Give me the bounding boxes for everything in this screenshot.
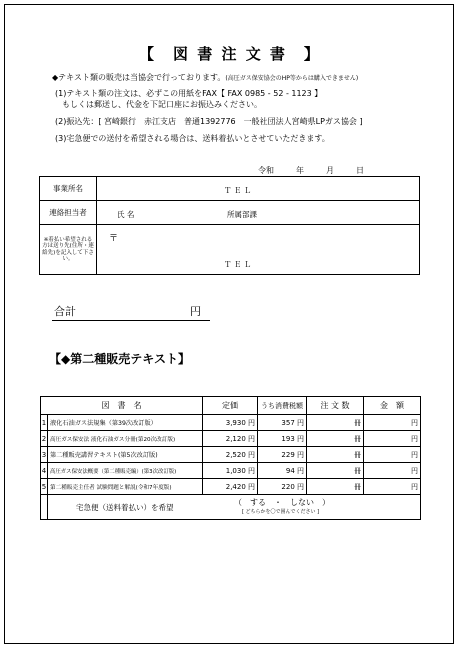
customer-table [39,176,420,275]
step1-line1: (1)テキスト類の注文は、必ずこの用紙をFAX【 FAX 0985 - 52 - 1123 】 [55,89,323,98]
header-price: 定価 [203,397,258,415]
total-label: 合計 [54,305,76,318]
book-tax: 220 円 [258,479,307,495]
step2-line: (2)振込先：[ 宮崎銀行 赤江支店 普通1392776 一般社団法人宮崎県LPガス協会 ] [55,117,363,126]
tel2-label: Ｔ Ｅ Ｌ [224,259,252,269]
header-name: 図 書 名 [41,397,203,415]
table-row [41,415,421,431]
book-price: 2,520 円 [203,447,258,463]
intro-line [52,72,358,83]
intro-aside: (高圧ガス保安協会のHP等からは購入できません) [225,75,359,82]
order-qty-cell[interactable]: 冊 [307,463,364,479]
row-number: 5 [41,479,48,495]
contact-row [40,201,420,225]
section-title: 【◆第二種販売テキスト】 [49,352,190,366]
row-number: 3 [41,447,48,463]
dept-label: 所属部課 [227,209,257,219]
order-qty-cell[interactable]: 冊 [307,447,364,463]
book-price: 2,120 円 [203,431,258,447]
amount-cell[interactable]: 円 [364,431,421,447]
order-qty-cell[interactable]: 冊 [307,431,364,447]
date-day: 日 [356,166,364,175]
row-number: 2 [41,431,48,447]
row-number: 4 [41,463,48,479]
company-row [40,177,420,201]
date-month: 月 [326,166,334,175]
address-field[interactable] [97,225,420,275]
tel-label: Ｔ Ｅ Ｌ [224,185,252,195]
name-label: 氏 名 [117,209,135,219]
contact-label: 連絡担当者 [40,201,97,225]
amount-cell[interactable]: 円 [364,415,421,431]
date-era: 令和 [258,166,274,175]
total-field[interactable] [52,303,210,321]
delivery-choice[interactable]: （ する ・ しない ） [234,498,330,507]
book-name: 高圧ガス保安法概要（第二種販売編）(第3次改訂版) [48,463,203,479]
delivery-cell [48,495,421,520]
table-row [41,463,421,479]
company-label: 事業所名 [40,177,97,201]
amount-cell[interactable]: 円 [364,463,421,479]
delivery-note: [ どちらかを〇で囲んでください ] [242,509,320,515]
book-price: 2,420 円 [203,479,258,495]
address-note: ※着払い希望される方は送り先(住所・連絡先)を記入して下さい。 [40,225,97,275]
book-name: 第二種販売講習テキスト(第5次改訂版) [48,447,203,463]
header-qty: 注 文 数 [307,397,364,415]
table-row [41,431,421,447]
order-qty-cell[interactable]: 冊 [307,479,364,495]
intro-main: ◆テキスト類の販売は当協会で行っております。 [52,73,226,82]
header-tax: うち消費税額 [258,397,307,415]
delivery-spacer [41,495,48,520]
contact-field[interactable] [97,201,420,225]
table-row [41,479,421,495]
document-title: 【 図 書 注 文 書 】 [139,45,321,63]
delivery-label: 宅急便（送料着払い）を希望 [76,503,174,512]
row-number: 1 [41,415,48,431]
book-name: 液化石油ガス法規集（第39次改訂版） [48,415,203,431]
book-name: 高圧ガス保安法 液化石油ガス分冊(第20次改訂版) [48,431,203,447]
amount-cell[interactable]: 円 [364,447,421,463]
book-price: 3,930 円 [203,415,258,431]
header-amount: 金 額 [364,397,421,415]
date-year: 年 [296,166,304,175]
delivery-row [41,495,421,520]
step1-line2: もしくは郵送し、代金を下記口座にお振込みください。 [62,100,262,109]
book-tax: 229 円 [258,447,307,463]
postal-mark: 〒 [109,233,119,244]
book-tax: 193 円 [258,431,307,447]
book-name: 第二種販売主任者 試験問題と解説(令和7年度版) [48,479,203,495]
address-row [40,225,420,275]
books-header [41,397,421,415]
total-unit: 円 [190,305,201,318]
order-qty-cell[interactable]: 冊 [307,415,364,431]
book-price: 1,030 円 [203,463,258,479]
table-row [41,447,421,463]
books-table [40,396,421,520]
company-field[interactable] [97,177,420,201]
book-tax: 94 円 [258,463,307,479]
book-tax: 357 円 [258,415,307,431]
step3-line: (3)宅急便での送付を希望される場合は、送料着払いとさせていただきます。 [55,134,330,143]
amount-cell[interactable]: 円 [364,479,421,495]
